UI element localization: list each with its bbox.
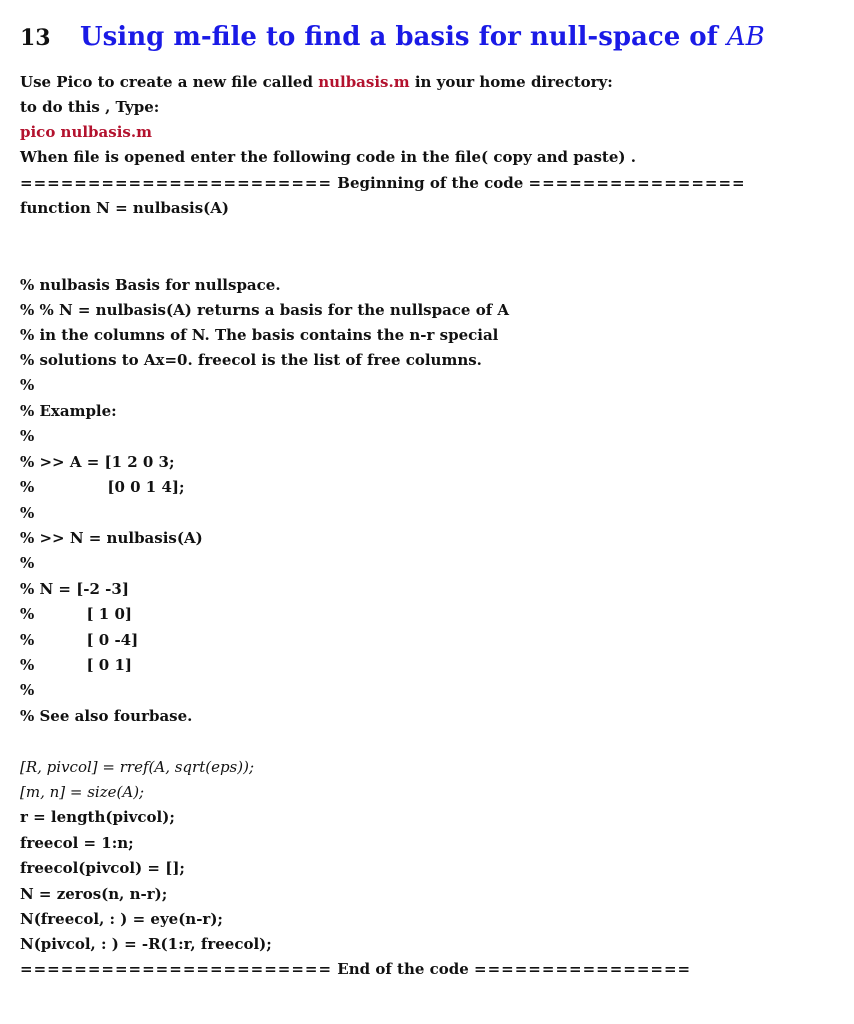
code-line: r = length(pivcol); [20, 808, 175, 826]
rule-label: Beginning of the code [332, 174, 529, 192]
rule-right: ================ [528, 174, 746, 192]
code-comment: % [20, 554, 35, 572]
section-title-text: Using m-file to find a basis for null-space of [80, 22, 718, 52]
rule-right: ================ [474, 960, 692, 978]
code-comment: % [0 0 1 4]; [20, 478, 185, 496]
section-heading [20, 22, 765, 52]
code-line: freecol(pivcol) = []; [20, 859, 185, 877]
code-line: [m, n] = size(A); [20, 783, 145, 801]
code-comment: % [20, 376, 35, 394]
section-number: 13 [20, 25, 51, 51]
intro-text: Use Pico to create a new file called [20, 73, 319, 91]
end-code-rule [20, 959, 691, 979]
rule-label: End of the code [332, 960, 475, 978]
code-comment: % [ 1 0] [20, 605, 132, 623]
code-line: N(freecol, : ) = eye(n-r); [20, 910, 223, 928]
code-line: N = zeros(n, n-r); [20, 885, 168, 903]
code-comment: % nulbasis Basis for nullspace. [20, 276, 281, 294]
code-comment: % solutions to Ax=0. freecol is the list of free columns. [20, 351, 482, 369]
section-title [80, 22, 765, 52]
pico-command: pico nulbasis.m [20, 123, 152, 141]
code-comment: % [20, 681, 35, 699]
code-comment: % [20, 504, 35, 522]
code-line: [R, pivcol] = rref(A, sqrt(eps)); [20, 758, 255, 776]
filename: nulbasis.m [318, 73, 410, 91]
code-comment: % % N = nulbasis(A) returns a basis for the nullspace of A [20, 301, 510, 319]
intro-line-2: to do this , Type: [20, 98, 160, 116]
function-signature: function N = nulbasis(A) [20, 199, 230, 217]
rule-left: ======================= [20, 174, 333, 192]
section-title-math: AB [726, 22, 765, 52]
rule-left: ======================= [20, 960, 333, 978]
code-comment: % [ 0 1] [20, 656, 132, 674]
code-comment: % N = [-2 -3] [20, 580, 129, 598]
code-comment: % See also fourbase. [20, 707, 193, 725]
intro-text: in your home directory: [409, 73, 613, 91]
code-line: N(pivcol, : ) = -R(1:r, freecol); [20, 935, 272, 953]
code-comment: % [20, 427, 35, 445]
code-comment: % [ 0 -4] [20, 631, 139, 649]
begin-code-rule [20, 173, 746, 193]
intro-line-1 [20, 72, 613, 92]
code-comment: % Example: [20, 402, 117, 420]
code-comment: % in the columns of N. The basis contains the n-r special [20, 326, 499, 344]
code-comment: % >> N = nulbasis(A) [20, 529, 203, 547]
intro-line-4: When file is opened enter the following code in the file( copy and paste) . [20, 148, 636, 166]
code-comment: % >> A = [1 2 0 3; [20, 453, 175, 471]
code-line: freecol = 1:n; [20, 834, 134, 852]
